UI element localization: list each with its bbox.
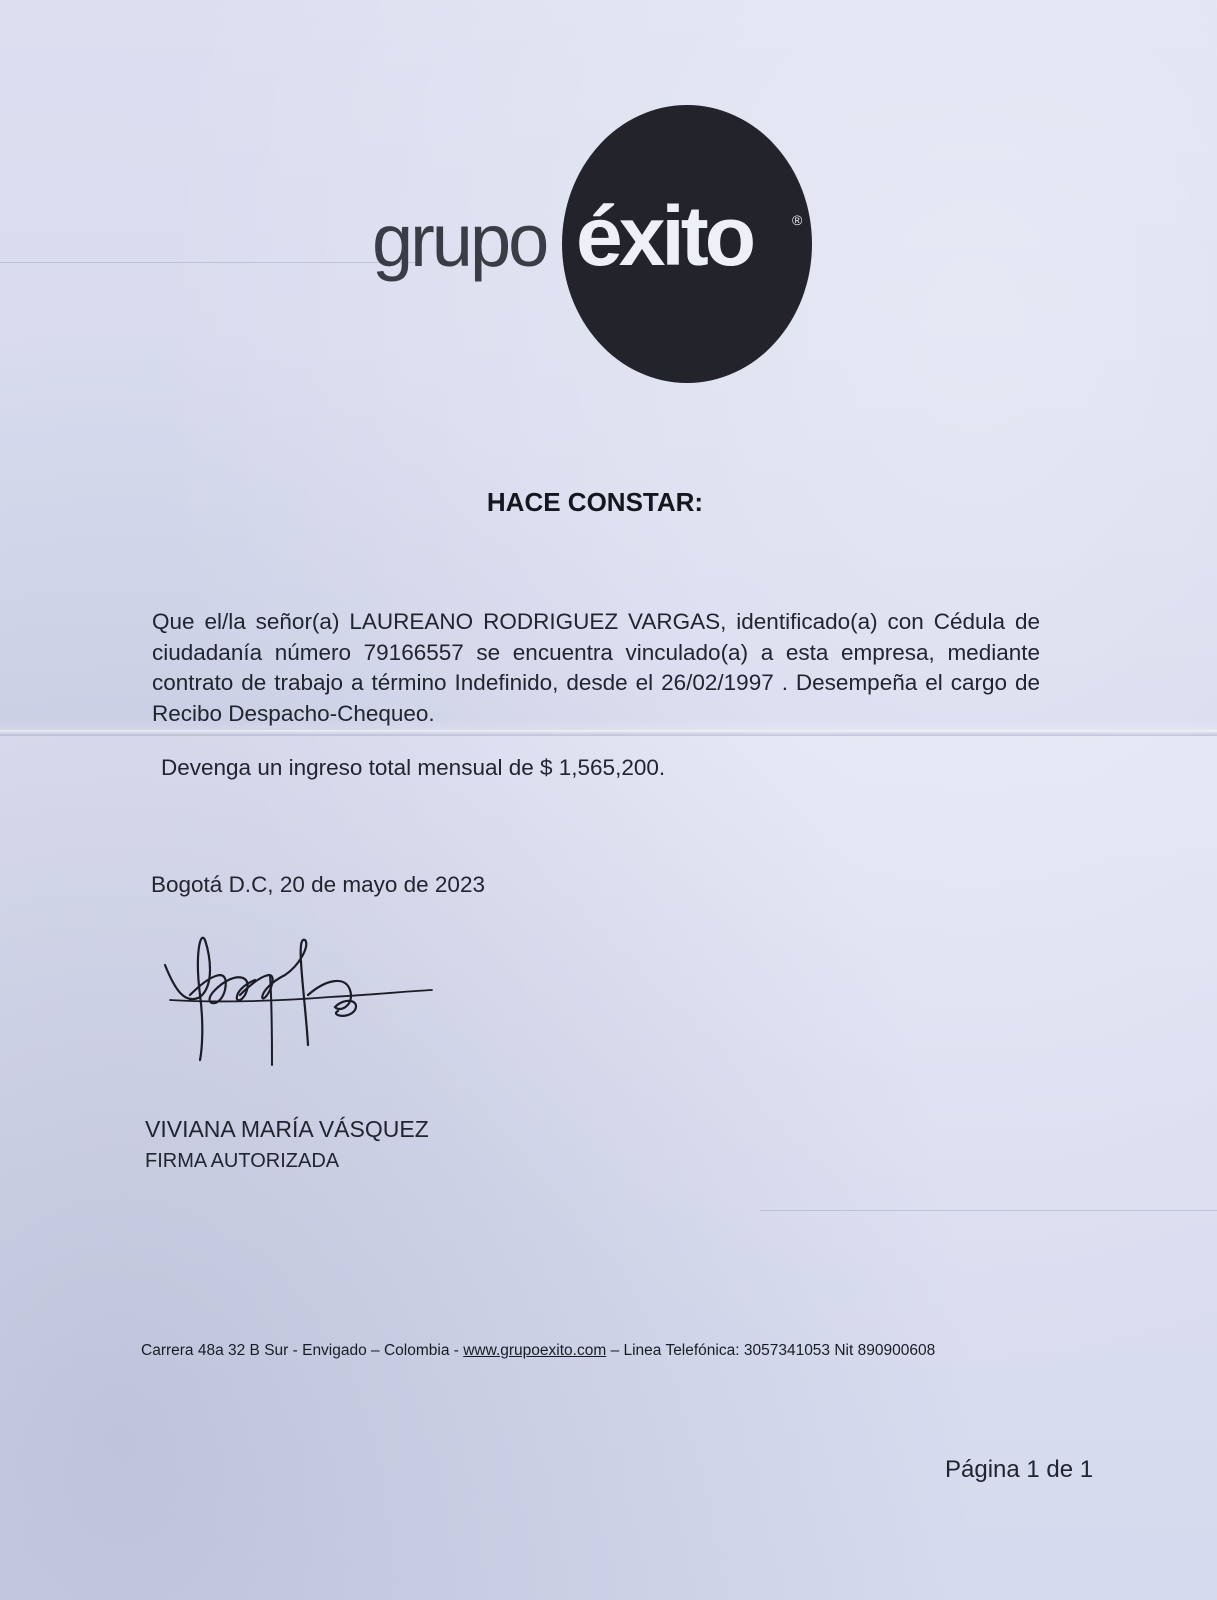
logo-registered-mark: ® (792, 212, 803, 228)
paper-fold (0, 730, 1217, 736)
certification-statement: Que el/la señor(a) LAUREANO RODRIGUEZ VARGAS, identificado(a) con Cédula de ciudadanía número 79166557 se encuentra vinculado(a) a esta empresa, mediante contrato de trabajo a término Indefinido, desde el 26/02/1997 . Desempeña el cargo de Recibo Despacho-Chequeo. (152, 609, 1040, 726)
paper-crease (760, 1210, 1217, 1211)
footer-phone-nit: – Linea Telefónica: 3057341053 Nit 890900608 (610, 1342, 936, 1359)
page-indicator: Página 1 de 1 (945, 1456, 1094, 1483)
footer (141, 1342, 1081, 1360)
place-and-date: Bogotá D.C, 20 de mayo de 2023 (151, 872, 485, 897)
paper-crease (0, 262, 420, 263)
footer-website-link[interactable]: www.grupoexito.com (463, 1342, 607, 1359)
logo-brand: éxito (576, 189, 753, 283)
signer-name: VIVIANA MARÍA VÁSQUEZ (145, 1116, 429, 1142)
income-statement: Devenga un ingreso total mensual de $ 1,565,200. (161, 755, 666, 780)
logo-word: grupo (372, 199, 547, 282)
footer-address: Carrera 48a 32 B Sur - Envigado – Colombia - (141, 1342, 459, 1359)
document-heading: HACE CONSTAR: (486, 487, 704, 517)
signer-title: FIRMA AUTORIZADA (145, 1150, 340, 1172)
handwritten-signature (160, 935, 450, 1075)
